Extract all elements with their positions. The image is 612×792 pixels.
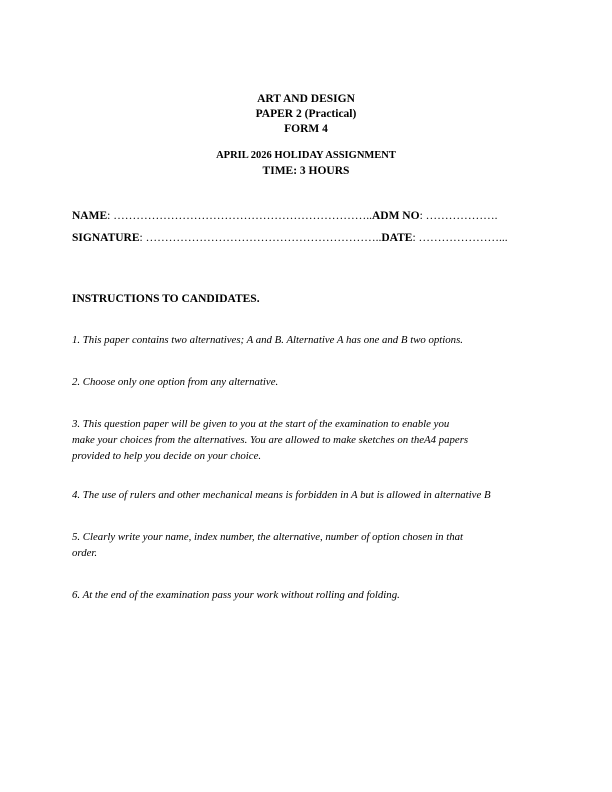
instruction-line: order. [72, 547, 98, 559]
signature-label: SIGNATURE [72, 232, 140, 244]
instruction-line: 6. At the end of the examination pass your work without rolling and folding. [72, 589, 400, 601]
time-allowed: TIME: 3 HOURS [262, 165, 350, 177]
form-title: FORM 4 [284, 123, 328, 135]
instruction-line: 3. This question paper will be given to you at the start of the examination to enable you [72, 418, 450, 430]
instruction-line: 4. The use of rulers and other mechanical means is forbidden in A but is allowed in alternative B [72, 489, 491, 501]
name-field[interactable]: : ………………………………………………………….. [107, 210, 372, 222]
adm-label: ADM NO [371, 210, 420, 222]
instruction-item [72, 487, 552, 503]
signature-field[interactable]: : …………………………………………………….. [139, 232, 382, 244]
name-label: NAME [72, 210, 108, 222]
date-label: DATE [381, 232, 413, 244]
assignment-title: APRIL 2026 HOLIDAY ASSIGNMENT [216, 150, 396, 161]
paper-title: PAPER 2 (Practical) [255, 108, 357, 120]
instruction-line: provided to help you decide on your choice. [72, 450, 262, 462]
instructions-title: INSTRUCTIONS TO CANDIDATES. [72, 293, 260, 305]
exam-header [0, 92, 612, 137]
instruction-item [72, 529, 552, 561]
instruction-item [72, 374, 552, 390]
name-adm-row [72, 209, 498, 224]
instruction-item [72, 416, 552, 464]
instruction-line: 5. Clearly write your name, index number, the alternative, number of option chosen in that [72, 531, 464, 543]
subject-title: ART AND DESIGN [257, 93, 355, 105]
signature-date-row [72, 231, 508, 246]
instruction-item [72, 332, 552, 348]
instruction-line: 1. This paper contains two alternatives; A and B. Alternative A has one and B two options. [72, 334, 463, 346]
assignment-header [0, 148, 612, 179]
instruction-line: make your choices from the alternatives. You are allowed to make sketches on theA4 papers [72, 434, 469, 446]
adm-field[interactable]: : ………………. [419, 210, 498, 222]
date-field[interactable]: : …………………... [412, 232, 508, 244]
instruction-item [72, 587, 552, 603]
instruction-line: 2. Choose only one option from any alternative. [72, 376, 279, 388]
